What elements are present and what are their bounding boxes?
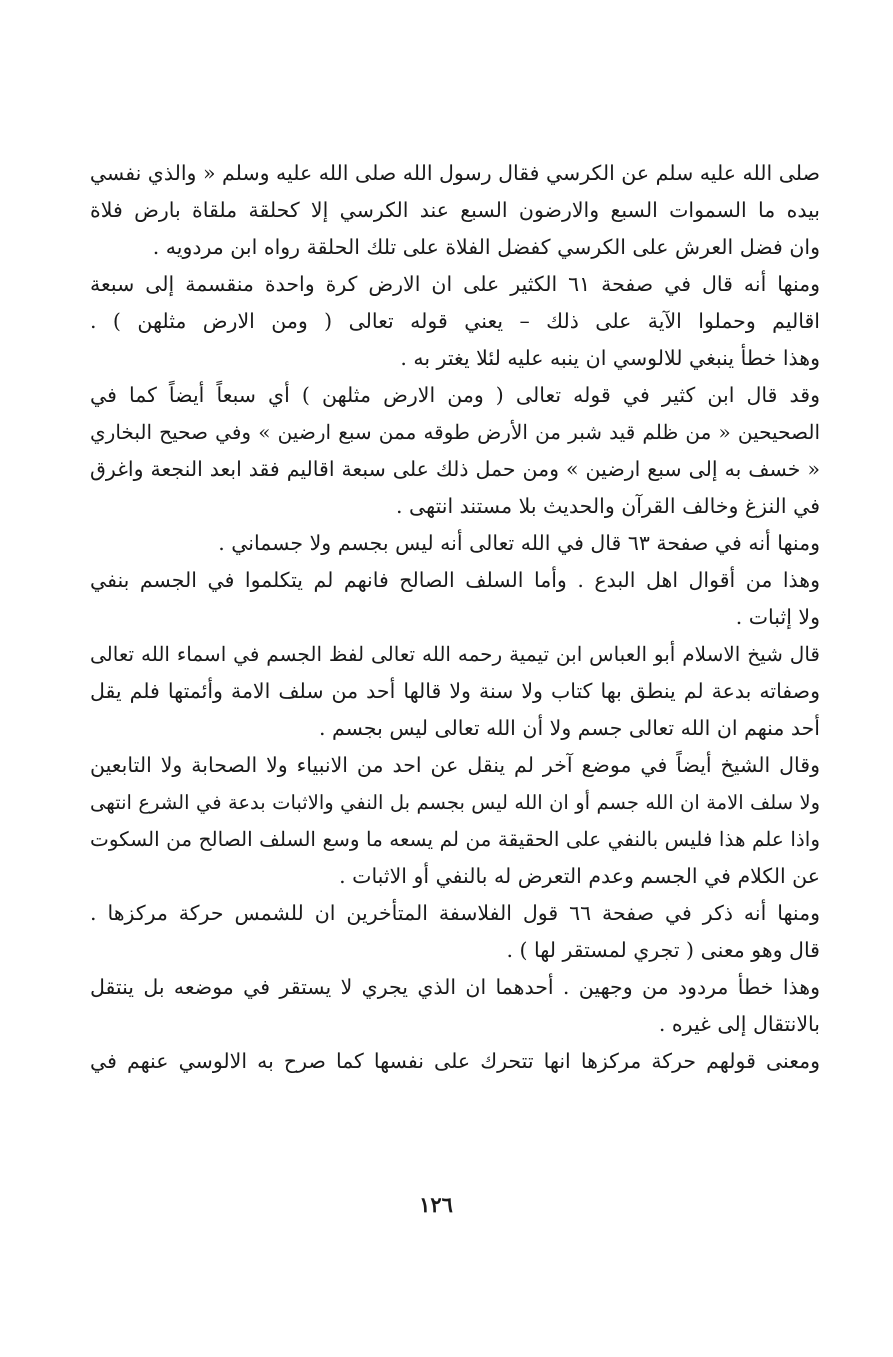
text-line: وان فضل العرش على الكرسي كفضل الفلاة على تلك الحلقة رواه ابن مردويه . — [152, 235, 820, 259]
text-line: وهذا خطأ ينبغي للالوسي ان ينبه عليه لئلا يغتر به . — [400, 346, 820, 370]
text-line: وقد قال ابن كثير في قوله تعالى ( ومن الارض مثلهن ) أي سبعاً أيضاً كما في — [90, 383, 820, 407]
text-line: قال وهو معنى ( تجري لمستقر لها ) . — [506, 938, 820, 962]
text-line: وهذا خطأ مردود من وجهين . أحدهما ان الذي يجري لا يستقر في موضعه بل ينتقل — [90, 975, 820, 999]
text-line: ولا سلف الامة ان الله جسم أو ان الله ليس بجسم بل النفي والاثبات بدعة في الشرع انتهى — [90, 791, 820, 814]
text-line: أحد منهم ان الله تعالى جسم ولا أن الله تعالى ليس بجسم . — [318, 716, 820, 740]
body-text — [90, 155, 820, 1080]
text-line: في النزغ وخالف القرآن والحديث بلا مستند انتهى . — [396, 494, 820, 518]
page-number: ١٢٦ — [419, 1192, 453, 1217]
text-line: « خسف به إلى سبع ارضين » ومن حمل ذلك على سبعة اقاليم فقد ابعد النجعة واغرق — [90, 457, 820, 481]
text-line: بالانتقال إلى غيره . — [658, 1012, 820, 1036]
text-line: واذا علم هذا فليس بالنفي على الحقيقة من لم يسعه ما وسع السلف الصالح من السكوت — [90, 827, 820, 851]
text-line: اقاليم وحملوا الآية على ذلك – يعني قوله تعالى ( ومن الارض مثلهن ) . — [90, 309, 820, 333]
text-line: ومنها أنه ذكر في صفحة ٦٦ قول الفلاسفة المتأخرين ان للشمس حركة مركزها . — [90, 901, 820, 925]
text-line: ومنها أنه في صفحة ٦٣ قال في الله تعالى أنه ليس بجسم ولا جسماني . — [218, 531, 820, 555]
text-line: ومعنى قولهم حركة مركزها انها تتحرك على نفسها كما صرح به الالوسي عنهم في — [90, 1049, 820, 1073]
text-line: وهذا من أقوال اهل البدع . وأما السلف الصالح فانهم لم يتكلموا في الجسم بنفي — [90, 568, 820, 592]
text-line: ومنها أنه قال في صفحة ٦١ الكثير على ان الارض كرة واحدة منقسمة إلى سبعة — [90, 272, 820, 296]
text-line: بيده ما السموات السبع والارضون السبع عند الكرسي إلا كحلقة ملقاة بارض فلاة — [90, 198, 820, 222]
text-line: قال شيخ الاسلام أبو العباس ابن تيمية رحمه الله تعالى لفظ الجسم في اسماء الله تعالى — [90, 642, 820, 666]
text-line: عن الكلام في الجسم وعدم التعرض له بالنفي أو الاثبات . — [339, 864, 820, 888]
text-line: وصفاته بدعة لم ينطق بها كتاب ولا سنة ولا قالها أحد من سلف الامة وأئمتها فلم يقل — [90, 679, 820, 703]
text-line: ولا إثبات . — [735, 605, 820, 629]
text-line: وقال الشيخ أيضاً في موضع آخر لم ينقل عن احد من الانبياء ولا الصحابة ولا التابعين — [90, 753, 820, 777]
text-line: الصحيحين « من ظلم قيد شبر من الأرض طوقه ممن سبع ارضين » وفي صحيح البخاري — [90, 420, 820, 444]
text-line: صلى الله عليه سلم عن الكرسي فقال رسول الله صلى الله عليه وسلم « والذي نفسي — [90, 161, 820, 185]
